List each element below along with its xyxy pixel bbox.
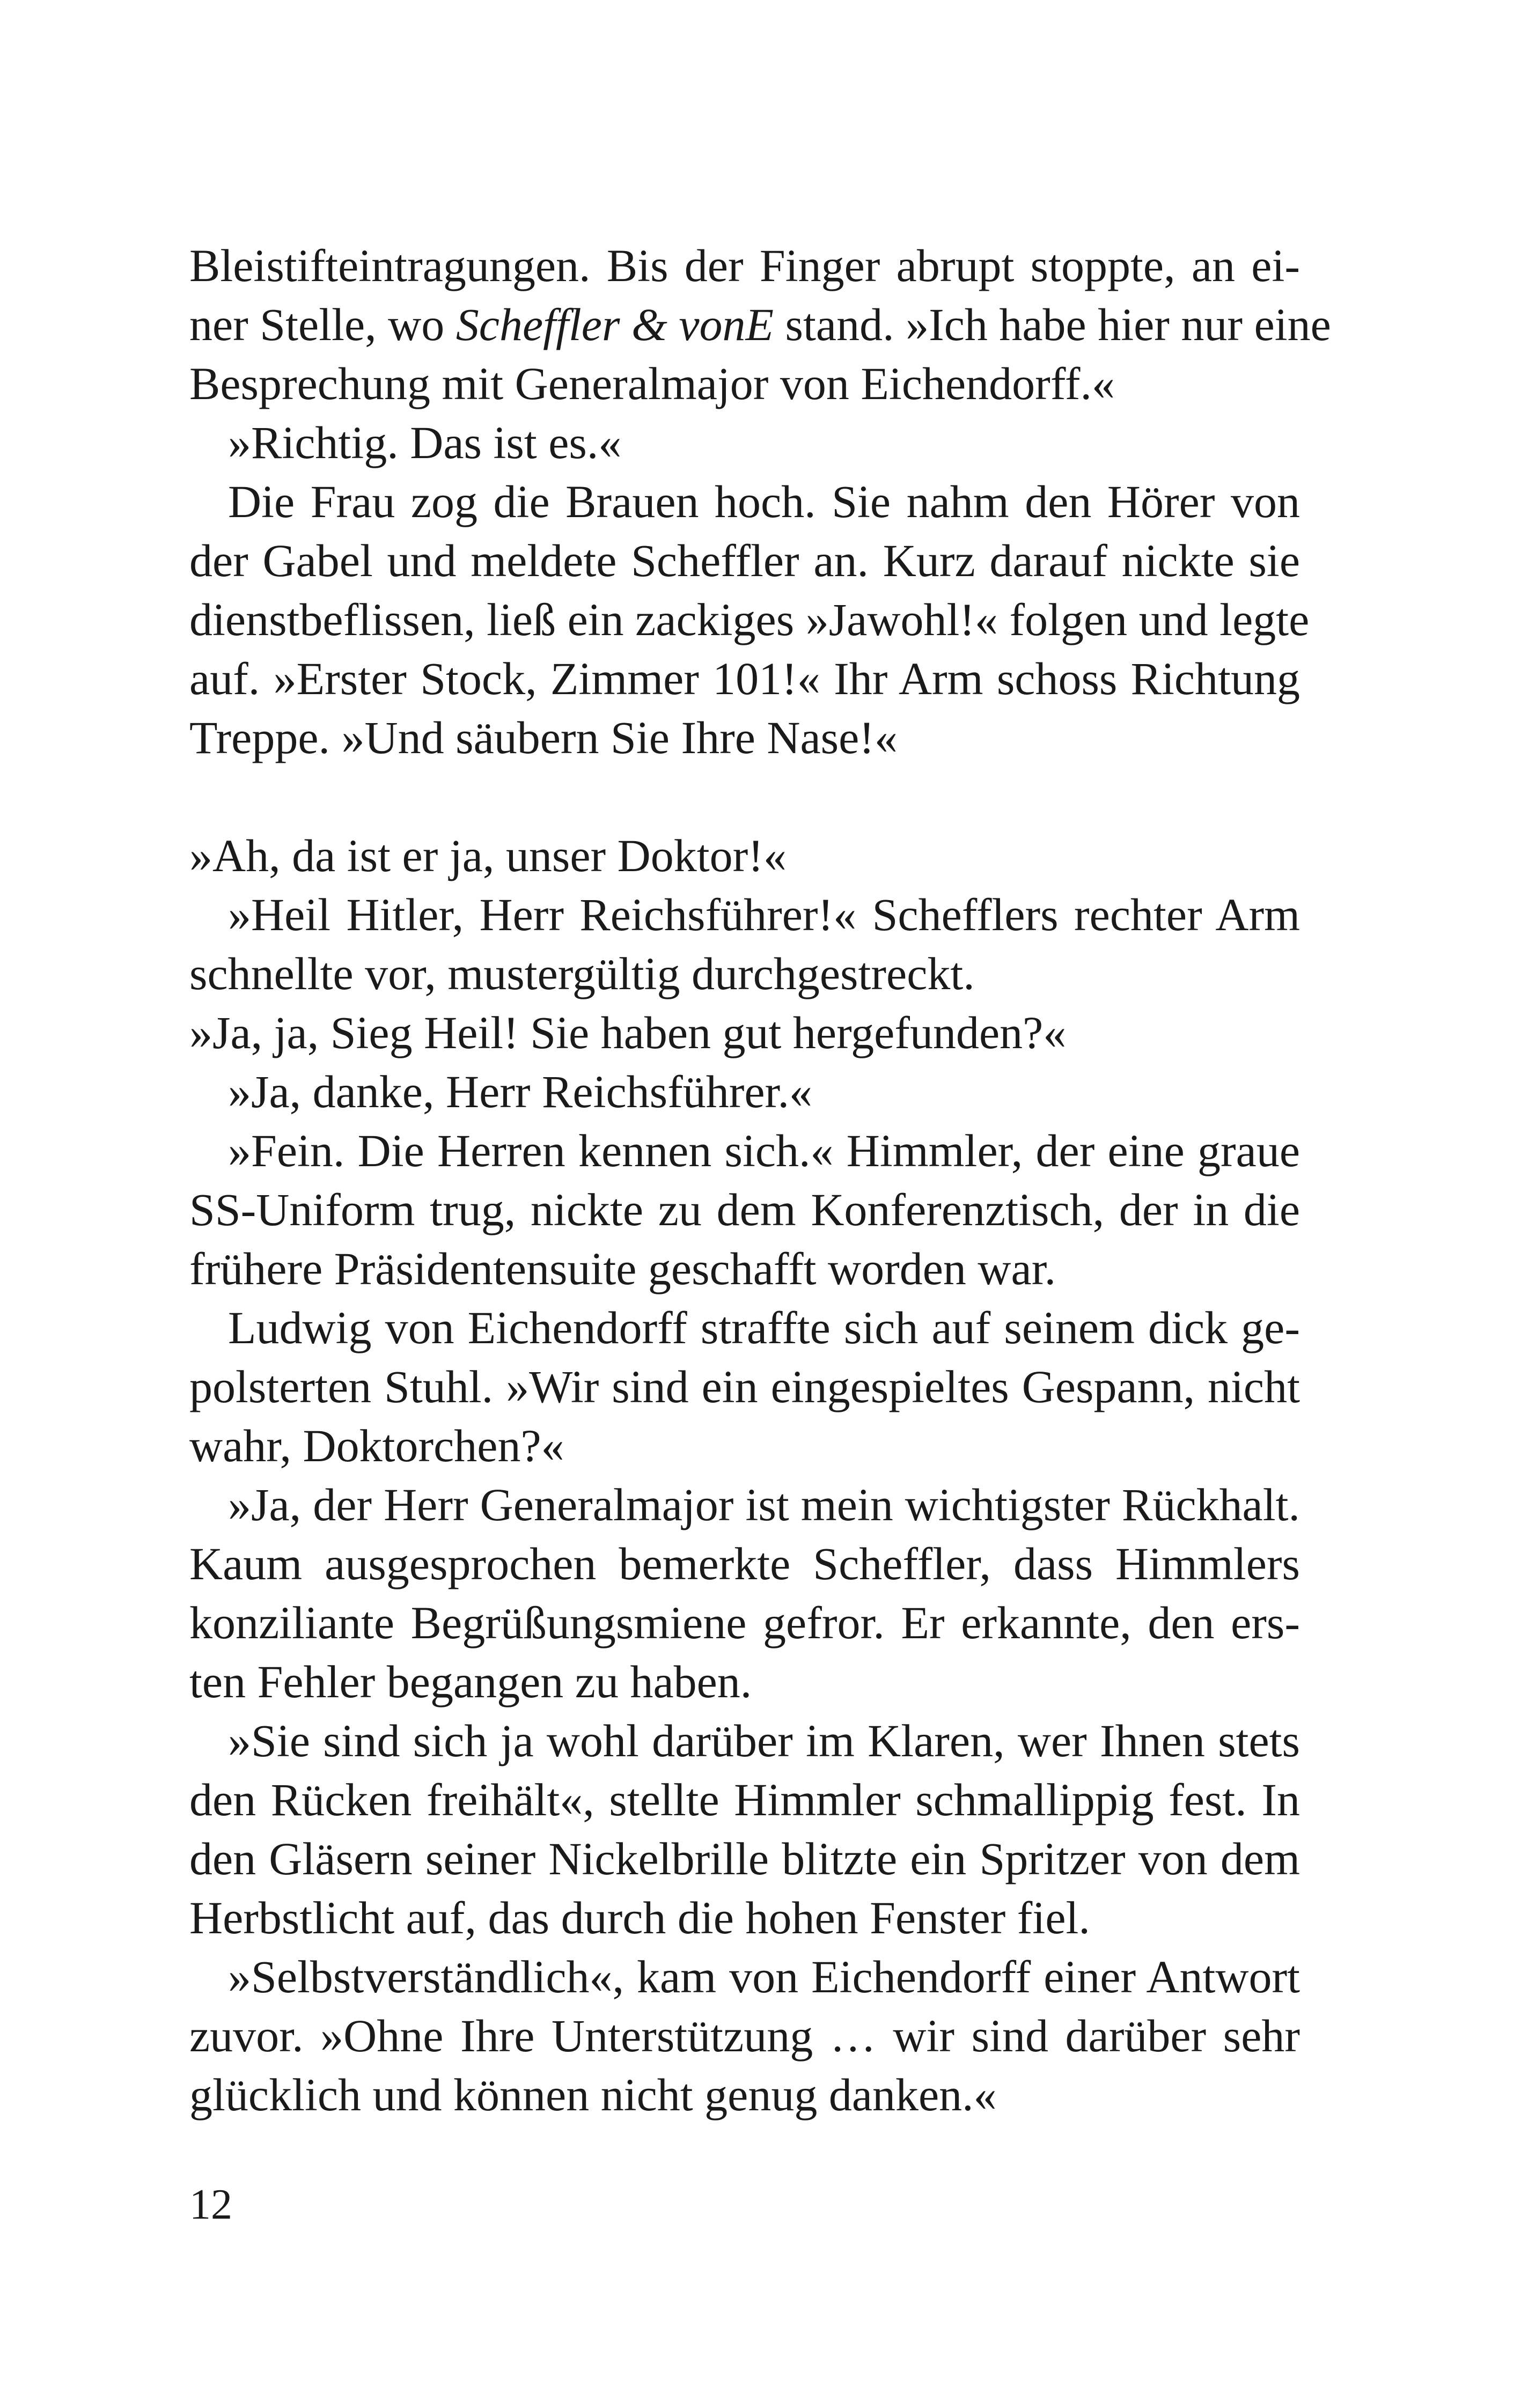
text-line: Besprechung mit Generalmajor von Eichendorff.« (189, 358, 1115, 409)
text-line: Herbstlicht auf, das durch die hohen Fenster fiel. (189, 1892, 1090, 1943)
calendar-entry-italic: Scheffler & vonE (455, 299, 774, 350)
text-line: den Gläsern seiner Nickelbrille blitzte ein Spritzer von dem (189, 1833, 1300, 1884)
text-line: schnellte vor, mustergültig durchgestreckt. (189, 948, 975, 999)
text-line: frühere Präsidentensuite geschafft worden war. (189, 1243, 1056, 1294)
text-line (189, 295, 1331, 354)
text-line: Ludwig von Eichendorff straffte sich auf seinem dick ge- (228, 1302, 1300, 1353)
text-segment: ner Stelle, wo (189, 299, 456, 350)
text-line: dienstbeflissen, ließ ein zackiges »Jawohl!« folgen und legte (189, 594, 1310, 645)
text-line: zuvor. »Ohne Ihre Unterstützung … wir sind darüber sehr (189, 2010, 1300, 2061)
text-line: »Ja, ja, Sieg Heil! Sie haben gut hergefunden?« (189, 1007, 1067, 1058)
page-number: 12 (189, 2181, 232, 2228)
text-line: »Ah, da ist er ja, unser Doktor!« (189, 830, 787, 881)
text-line: »Sie sind sich ja wohl darüber im Klaren, wer Ihnen stets (228, 1715, 1300, 1766)
text-line: »Fein. Die Herren kennen sich.« Himmler, der eine graue (228, 1125, 1300, 1176)
text-line: auf. »Erster Stock, Zimmer 101!« Ihr Arm schoss Richtung (189, 653, 1300, 704)
text-line: »Ja, der Herr Generalmajor ist mein wichtigster Rückhalt. (228, 1479, 1300, 1530)
text-line: »Heil Hitler, Herr Reichsführer!« Schefflers rechter Arm (228, 889, 1300, 940)
text-line: »Ja, danke, Herr Reichsführer.« (228, 1066, 812, 1117)
text-line: der Gabel und meldete Scheffler an. Kurz darauf nickte sie (189, 535, 1300, 586)
text-line: Bleistifteintragungen. Bis der Finger abrupt stoppte, an ei- (189, 240, 1300, 291)
text-line: polsterten Stuhl. »Wir sind ein eingespieltes Gespann, nicht (189, 1361, 1300, 1412)
text-line: wahr, Doktorchen?« (189, 1420, 564, 1471)
text-line: Kaum ausgesprochen bemerkte Scheffler, dass Himmlers (189, 1538, 1300, 1589)
text-line: ten Fehler begangen zu haben. (189, 1656, 752, 1707)
text-line: Die Frau zog die Brauen hoch. Sie nahm den Hörer von (228, 476, 1300, 527)
text-line: »Richtig. Das ist es.« (228, 417, 622, 468)
text-line: glücklich und können nicht genug danken.« (189, 2069, 997, 2120)
text-segment: stand. »Ich habe hier nur eine (774, 299, 1331, 350)
text-line: »Selbstverständlich«, kam von Eichendorff einer Antwort (228, 1951, 1300, 2002)
text-line: konziliante Begrüßungsmiene gefror. Er erkannte, den ers- (189, 1597, 1300, 1648)
text-line: Treppe. »Und säubern Sie Ihre Nase!« (189, 712, 898, 763)
text-line: den Rücken freihält«, stellte Himmler schmallippig fest. In (189, 1774, 1300, 1825)
text-line: SS-Uniform trug, nickte zu dem Konferenztisch, der in die (189, 1184, 1300, 1235)
